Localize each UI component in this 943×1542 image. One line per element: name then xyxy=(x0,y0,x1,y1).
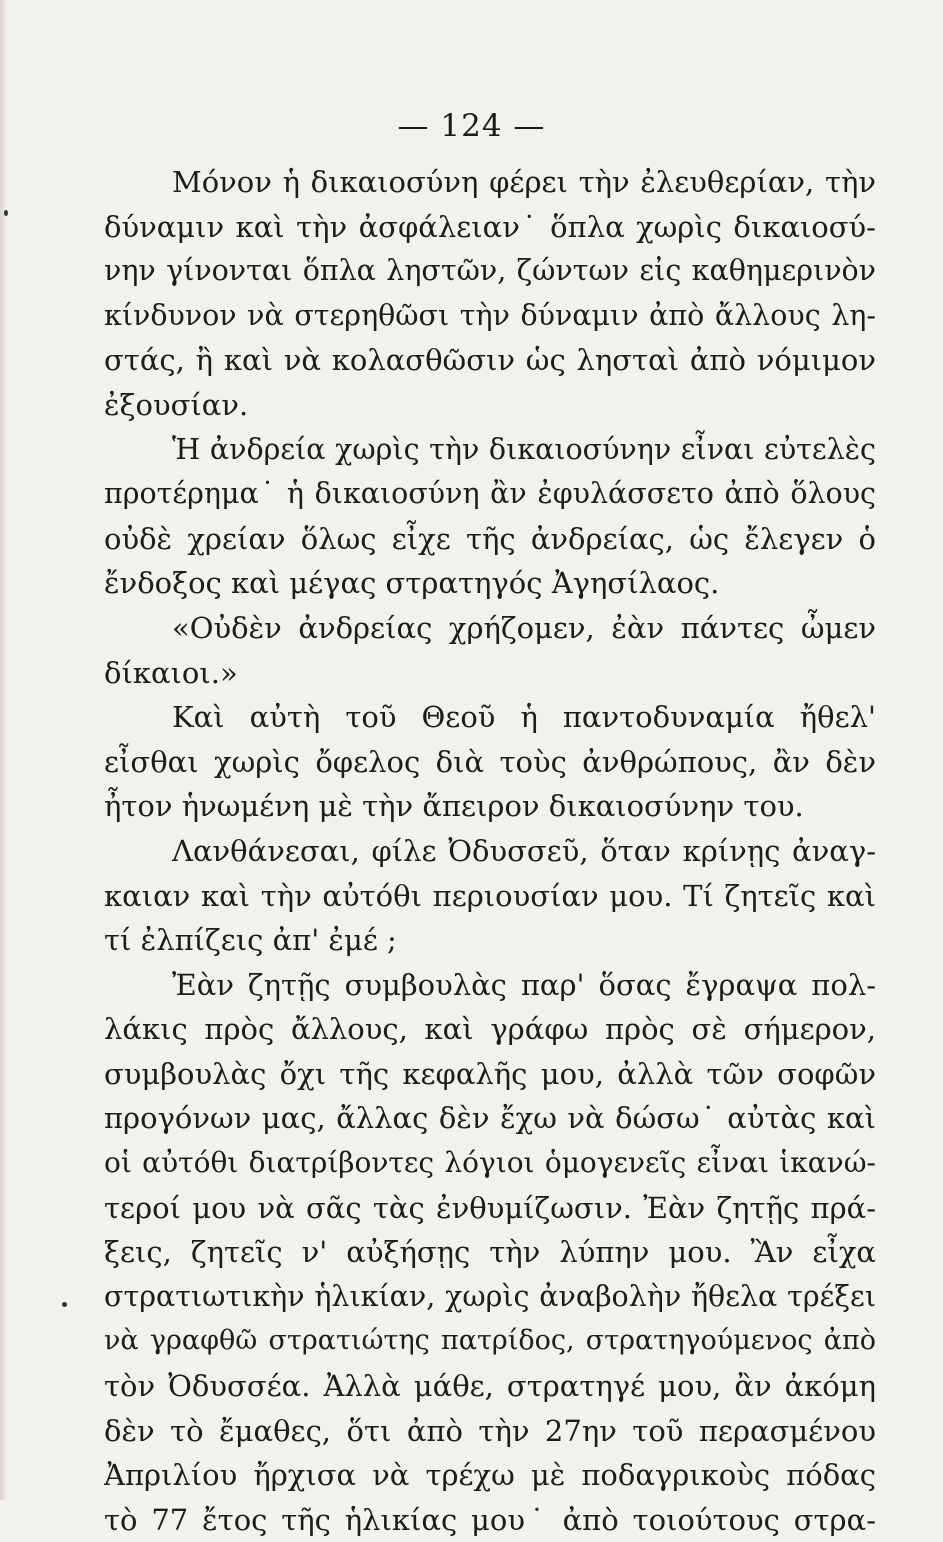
text-line: τὸ 77 ἔτος τῆς ἡλικίας μου˙ ἀπὸ τοιούτους στρα- xyxy=(104,1502,876,1537)
ink-speck xyxy=(62,1302,67,1307)
text-line: δὲν τὸ ἔμαθες, ὅτι ἀπὸ τὴν 27ην τοῦ περασμένου xyxy=(104,1413,876,1448)
text-line: Καὶ αὐτὴ τοῦ Θεοῦ ἡ παντοδυναμία ἤθελ' xyxy=(172,700,876,735)
text-line: ξεις, ζητεῖς ν' αὐξήσῃς τὴν λύπην μου. Ἂν εἶχα xyxy=(104,1235,876,1270)
body-text xyxy=(104,160,876,1542)
text-line: οὐδὲ χρείαν ὅλως εἶχε τῆς ἀνδρείας, ὡς ἔλεγεν ὁ xyxy=(104,521,876,556)
text-line: τί ἐλπίζεις ἀπ' ἐμέ ; xyxy=(104,923,397,958)
text-line: δίκαιοι.» xyxy=(104,655,238,690)
text-line: Μόνον ἡ δικαιοσύνη φέρει τὴν ἐλευθερίαν, τὴν xyxy=(172,165,876,199)
text-line: τὸν Ὀδυσσέα. Ἀλλὰ μάθε, στρατηγέ μου, ἂν ἀκόμη xyxy=(104,1369,876,1404)
text-line: οἱ αὐτόθι διατρίβοντες λόγιοι ὁμογενεῖς εἶναι ἱκανώ- xyxy=(104,1146,876,1180)
text-line: προγόνων μας, ἄλλας δὲν ἔχω νὰ δώσω˙ αὐτὰς καὶ xyxy=(104,1101,876,1136)
text-line: στρατιωτικὴν ἡλικίαν, χωρὶς ἀναβολὴν ἤθελα τρέξει xyxy=(104,1279,876,1313)
text-line: κίνδυνον νὰ στερηθῶσι τὴν δύναμιν ἀπὸ ἄλλους λη- xyxy=(104,298,876,332)
page-number: — 124 — xyxy=(397,108,546,144)
text-line: ἦτον ἡνωμένη μὲ τὴν ἄπειρον δικαιοσύνην του. xyxy=(104,789,804,824)
text-line: στάς, ἢ καὶ νὰ κολασθῶσιν ὡς λησταὶ ἀπὸ νόμιμον xyxy=(104,343,876,378)
text-line: Ἡ ἀνδρεία χωρὶς τὴν δικαιοσύνην εἶναι εὐτελὲς xyxy=(172,432,876,466)
scan-edge-shadow xyxy=(0,0,8,1500)
text-line: τεροί μου νὰ σᾶς τὰς ἐνθυμίζωσιν. Ἐὰν ζητῇς πρά- xyxy=(104,1190,876,1225)
text-line: Ἐὰν ζητῇς συμβουλὰς παρ' ὅσας ἔγραψα πολ- xyxy=(172,967,876,1002)
text-line: καιαν καὶ τὴν αὐτόθι περιουσίαν μου. Τί ζητεῖς καὶ xyxy=(104,878,876,913)
ink-speck xyxy=(4,210,8,216)
text-line: «Οὐδὲν ἀνδρείας χρήζομεν, ἐὰν πάντες ὦμεν xyxy=(172,610,876,645)
text-line: λάκις πρὸς ἄλλους, καὶ γράφω πρὸς σὲ σήμερον, xyxy=(104,1012,876,1047)
text-line: ἔνδοξος καὶ μέγας στρατηγός Ἀγησίλαος. xyxy=(104,566,720,601)
text-line: εἶσθαι χωρὶς ὄφελος διὰ τοὺς ἀνθρώπους, ἂν δὲν xyxy=(104,744,876,779)
text-line: ἐξουσίαν. xyxy=(104,387,249,422)
text-line: Λανθάνεσαι, φίλε Ὀδυσσεῦ, ὅταν κρίνῃς ἀναγ- xyxy=(172,833,876,868)
text-line: προτέρημα˙ ἡ δικαιοσύνη ἂν ἐφυλάσσετο ἀπὸ ὅλους xyxy=(104,477,876,511)
text-line: νὰ γραφθῶ στρατιώτης πατρίδος, στρατηγούμενος ἀπὸ xyxy=(104,1325,876,1357)
text-line: δύναμιν καὶ τὴν ἀσφάλειαν˙ ὅπλα χωρὶς δικαιοσύ- xyxy=(104,209,876,244)
text-line: συμβουλὰς ὄχι τῆς κεφαλῆς μου, ἀλλὰ τῶν σοφῶν xyxy=(104,1056,876,1091)
text-line: Ἀπριλίου ἤρχισα νὰ τρέχω μὲ ποδαγρικοὺς πόδας xyxy=(104,1458,876,1493)
text-line: νην γίνονται ὅπλα ληστῶν, ζώντων εἰς καθημερινὸν xyxy=(104,254,876,288)
